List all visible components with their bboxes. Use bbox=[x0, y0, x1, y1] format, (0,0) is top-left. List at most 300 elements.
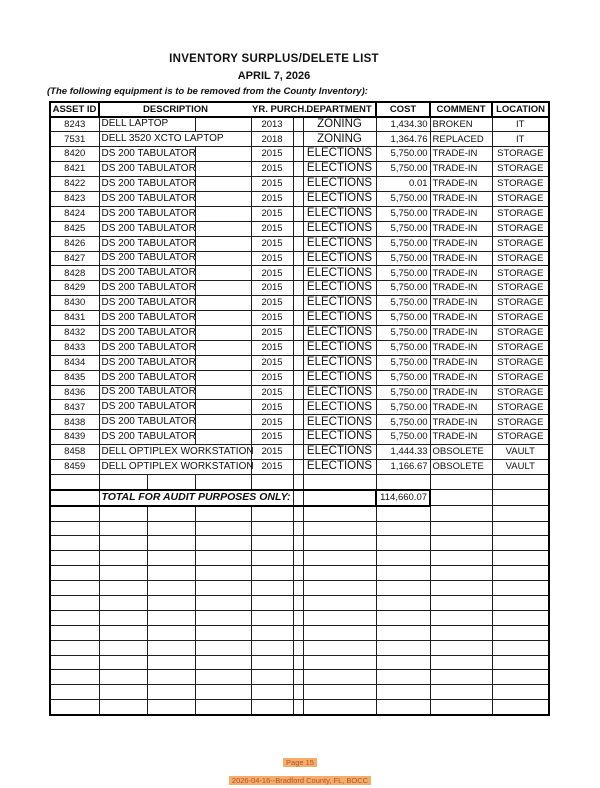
empty-cell bbox=[195, 325, 251, 340]
empty-cell bbox=[251, 670, 293, 685]
table-row bbox=[50, 251, 549, 266]
empty-cell bbox=[293, 610, 303, 625]
empty-cell bbox=[99, 566, 147, 581]
empty-cell bbox=[195, 430, 251, 445]
spacer-cell bbox=[293, 206, 303, 221]
empty-cell bbox=[195, 566, 251, 581]
empty-cell bbox=[50, 506, 99, 521]
column-header-asset-id: ASSET ID bbox=[50, 102, 99, 117]
cost-cell: 1,434.30 bbox=[376, 117, 430, 132]
empty-cell bbox=[251, 640, 293, 655]
location-cell: IT bbox=[492, 117, 549, 132]
description-cell: DS 200 TABULATOR bbox=[99, 191, 195, 206]
empty-cell bbox=[50, 551, 99, 566]
department-cell: ELECTIONS bbox=[303, 206, 376, 221]
empty-cell bbox=[492, 506, 549, 521]
empty-cell bbox=[195, 236, 251, 251]
empty-cell bbox=[492, 640, 549, 655]
empty-cell bbox=[251, 506, 293, 521]
empty-cell bbox=[430, 700, 492, 715]
year-purchased-cell: 2015 bbox=[251, 266, 293, 281]
empty-cell bbox=[50, 685, 99, 700]
empty-cell bbox=[376, 596, 430, 611]
location-cell: STORAGE bbox=[492, 162, 549, 177]
asset-id-cell: 8428 bbox=[50, 266, 99, 281]
department-cell: ELECTIONS bbox=[303, 340, 376, 355]
empty-cell bbox=[430, 551, 492, 566]
empty-cell bbox=[147, 670, 195, 685]
comment-cell: TRADE-IN bbox=[430, 296, 492, 311]
year-purchased-cell: 2015 bbox=[251, 221, 293, 236]
empty-row bbox=[50, 596, 549, 611]
department-cell: ELECTIONS bbox=[303, 147, 376, 162]
empty-cell bbox=[492, 670, 549, 685]
page-title: INVENTORY SURPLUS/DELETE LIST bbox=[169, 53, 379, 65]
spacer-cell bbox=[293, 445, 303, 460]
table-row bbox=[50, 355, 549, 370]
location-cell: STORAGE bbox=[492, 177, 549, 192]
empty-cell bbox=[376, 670, 430, 685]
empty-cell bbox=[293, 625, 303, 640]
comment-cell: TRADE-IN bbox=[430, 206, 492, 221]
column-header-cost: COST bbox=[376, 102, 430, 117]
empty-row bbox=[50, 700, 549, 715]
empty-cell bbox=[376, 610, 430, 625]
table-row bbox=[50, 445, 549, 460]
location-cell: STORAGE bbox=[492, 191, 549, 206]
location-cell: IT bbox=[492, 132, 549, 147]
empty-cell bbox=[376, 700, 430, 715]
column-header-location: LOCATION bbox=[492, 102, 549, 117]
empty-cell bbox=[195, 655, 251, 670]
year-purchased-cell: 2015 bbox=[251, 445, 293, 460]
description-cell: DS 200 TABULATOR bbox=[99, 430, 195, 445]
department-cell: ELECTIONS bbox=[303, 281, 376, 296]
location-cell: STORAGE bbox=[492, 385, 549, 400]
spacer-cell bbox=[293, 117, 303, 132]
asset-id-cell: 8424 bbox=[50, 206, 99, 221]
empty-cell bbox=[99, 625, 147, 640]
year-purchased-cell: 2015 bbox=[251, 206, 293, 221]
asset-id-cell: 8422 bbox=[50, 177, 99, 192]
empty-cell bbox=[293, 685, 303, 700]
location-cell: STORAGE bbox=[492, 206, 549, 221]
empty-cell bbox=[195, 311, 251, 326]
empty-cell bbox=[430, 506, 492, 521]
comment-cell: TRADE-IN bbox=[430, 415, 492, 430]
cost-cell: 5,750.00 bbox=[376, 251, 430, 266]
year-purchased-cell: 2015 bbox=[251, 281, 293, 296]
location-cell: VAULT bbox=[492, 445, 549, 460]
asset-id-cell: 7531 bbox=[50, 132, 99, 147]
empty-cell bbox=[147, 536, 195, 551]
page-footer bbox=[0, 752, 600, 788]
empty-cell bbox=[492, 685, 549, 700]
empty-cell bbox=[251, 581, 293, 596]
department-cell: ELECTIONS bbox=[303, 385, 376, 400]
empty-cell bbox=[430, 685, 492, 700]
empty-cell bbox=[430, 474, 492, 489]
table-row bbox=[50, 311, 549, 326]
empty-cell bbox=[430, 581, 492, 596]
asset-id-cell: 8432 bbox=[50, 325, 99, 340]
asset-id-cell: 8435 bbox=[50, 370, 99, 385]
empty-cell bbox=[430, 640, 492, 655]
department-cell: ELECTIONS bbox=[303, 177, 376, 192]
table-row bbox=[50, 177, 549, 192]
asset-id-cell: 8426 bbox=[50, 236, 99, 251]
empty-cell bbox=[195, 474, 251, 489]
empty-cell bbox=[195, 147, 251, 162]
empty-cell bbox=[195, 596, 251, 611]
department-cell: ZONING bbox=[303, 132, 376, 147]
cost-cell: 5,750.00 bbox=[376, 355, 430, 370]
empty-cell bbox=[99, 670, 147, 685]
description-cell: DS 200 TABULATOR bbox=[99, 370, 195, 385]
location-cell: VAULT bbox=[492, 459, 549, 474]
spacer-cell bbox=[293, 370, 303, 385]
empty-cell bbox=[303, 536, 376, 551]
department-cell: ELECTIONS bbox=[303, 221, 376, 236]
year-purchased-cell: 2013 bbox=[251, 117, 293, 132]
description-cell: DS 200 TABULATOR bbox=[99, 206, 195, 221]
location-cell: STORAGE bbox=[492, 415, 549, 430]
cost-cell: 5,750.00 bbox=[376, 281, 430, 296]
empty-cell bbox=[50, 625, 99, 640]
empty-cell bbox=[376, 640, 430, 655]
empty-cell bbox=[99, 655, 147, 670]
year-purchased-cell: 2015 bbox=[251, 311, 293, 326]
year-purchased-cell: 2018 bbox=[251, 132, 293, 147]
cost-cell: 5,750.00 bbox=[376, 370, 430, 385]
comment-cell: TRADE-IN bbox=[430, 251, 492, 266]
table-row bbox=[50, 147, 549, 162]
empty-cell bbox=[303, 625, 376, 640]
asset-id-cell: 8433 bbox=[50, 340, 99, 355]
description-cell: DS 200 TABULATOR bbox=[99, 385, 195, 400]
empty-cell bbox=[303, 685, 376, 700]
empty-cell bbox=[195, 521, 251, 536]
department-cell: ELECTIONS bbox=[303, 459, 376, 474]
comment-cell: TRADE-IN bbox=[430, 370, 492, 385]
empty-cell bbox=[251, 536, 293, 551]
empty-cell bbox=[430, 596, 492, 611]
empty-cell bbox=[251, 625, 293, 640]
empty-cell bbox=[99, 581, 147, 596]
empty-cell bbox=[195, 415, 251, 430]
empty-cell bbox=[251, 700, 293, 715]
asset-id-cell: 8439 bbox=[50, 430, 99, 445]
comment-cell: BROKEN bbox=[430, 117, 492, 132]
empty-cell bbox=[147, 521, 195, 536]
empty-cell bbox=[251, 596, 293, 611]
inventory-table bbox=[49, 101, 550, 716]
empty-row bbox=[50, 581, 549, 596]
description-cell: DS 200 TABULATOR bbox=[99, 221, 195, 236]
spacer-cell bbox=[293, 355, 303, 370]
year-purchased-cell: 2015 bbox=[251, 236, 293, 251]
year-purchased-cell: 2015 bbox=[251, 147, 293, 162]
department-cell: ELECTIONS bbox=[303, 430, 376, 445]
spacer-cell bbox=[293, 177, 303, 192]
spacer-cell bbox=[293, 266, 303, 281]
empty-cell bbox=[99, 685, 147, 700]
spacer-cell bbox=[293, 325, 303, 340]
total-label-cell: TOTAL FOR AUDIT PURPOSES ONLY: bbox=[99, 490, 293, 506]
location-cell: STORAGE bbox=[492, 325, 549, 340]
empty-cell bbox=[147, 581, 195, 596]
empty-cell bbox=[376, 506, 430, 521]
cost-cell: 5,750.00 bbox=[376, 296, 430, 311]
empty-cell bbox=[195, 191, 251, 206]
empty-cell bbox=[195, 355, 251, 370]
empty-cell bbox=[50, 521, 99, 536]
comment-cell: TRADE-IN bbox=[430, 191, 492, 206]
location-cell: STORAGE bbox=[492, 355, 549, 370]
cost-cell: 0.01 bbox=[376, 177, 430, 192]
cost-cell: 5,750.00 bbox=[376, 325, 430, 340]
empty-cell bbox=[195, 536, 251, 551]
empty-cell bbox=[195, 700, 251, 715]
empty-cell bbox=[293, 581, 303, 596]
empty-cell bbox=[195, 625, 251, 640]
column-header-description: DESCRIPTION bbox=[99, 102, 251, 117]
location-cell: STORAGE bbox=[492, 340, 549, 355]
empty-cell bbox=[303, 596, 376, 611]
comment-cell: TRADE-IN bbox=[430, 266, 492, 281]
asset-id-cell: 8431 bbox=[50, 311, 99, 326]
description-cell: DELL OPTIPLEX WORKSTATION bbox=[99, 445, 251, 460]
empty-cell bbox=[303, 700, 376, 715]
description-cell: DS 200 TABULATOR bbox=[99, 266, 195, 281]
table-row bbox=[50, 430, 549, 445]
column-header-comment: COMMENT bbox=[430, 102, 492, 117]
empty-cell bbox=[293, 506, 303, 521]
year-purchased-cell: 2015 bbox=[251, 325, 293, 340]
empty-cell bbox=[430, 655, 492, 670]
empty-cell bbox=[430, 490, 492, 506]
empty-cell bbox=[50, 610, 99, 625]
spacer-cell bbox=[293, 281, 303, 296]
spacer-cell bbox=[293, 415, 303, 430]
department-cell: ELECTIONS bbox=[303, 445, 376, 460]
table-row bbox=[50, 162, 549, 177]
description-cell: DS 200 TABULATOR bbox=[99, 162, 195, 177]
empty-cell bbox=[430, 670, 492, 685]
year-purchased-cell: 2015 bbox=[251, 177, 293, 192]
department-cell: ELECTIONS bbox=[303, 266, 376, 281]
table-row bbox=[50, 400, 549, 415]
asset-id-cell: 8438 bbox=[50, 415, 99, 430]
spacer-cell bbox=[293, 340, 303, 355]
location-cell: STORAGE bbox=[492, 236, 549, 251]
empty-cell bbox=[50, 581, 99, 596]
empty-row bbox=[50, 670, 549, 685]
empty-cell bbox=[195, 670, 251, 685]
spacer-cell bbox=[293, 430, 303, 445]
empty-cell bbox=[293, 655, 303, 670]
spacer-cell bbox=[293, 132, 303, 147]
location-cell: STORAGE bbox=[492, 147, 549, 162]
empty-cell bbox=[430, 566, 492, 581]
table-row bbox=[50, 325, 549, 340]
table-row bbox=[50, 266, 549, 281]
table-row bbox=[50, 415, 549, 430]
table-row bbox=[50, 132, 549, 147]
empty-row bbox=[50, 551, 549, 566]
empty-cell bbox=[195, 206, 251, 221]
empty-cell bbox=[50, 536, 99, 551]
year-purchased-cell: 2015 bbox=[251, 415, 293, 430]
total-cost-cell: 114,660.07 bbox=[376, 490, 430, 506]
table-row bbox=[50, 296, 549, 311]
comment-cell: TRADE-IN bbox=[430, 430, 492, 445]
empty-cell bbox=[492, 625, 549, 640]
asset-id-cell: 8421 bbox=[50, 162, 99, 177]
description-cell: DS 200 TABULATOR bbox=[99, 325, 195, 340]
empty-cell bbox=[195, 340, 251, 355]
empty-cell bbox=[195, 221, 251, 236]
description-cell: DS 200 TABULATOR bbox=[99, 340, 195, 355]
asset-id-cell: 8434 bbox=[50, 355, 99, 370]
empty-cell bbox=[195, 162, 251, 177]
asset-id-cell: 8459 bbox=[50, 459, 99, 474]
cost-cell: 5,750.00 bbox=[376, 236, 430, 251]
empty-cell bbox=[251, 566, 293, 581]
empty-cell bbox=[147, 566, 195, 581]
empty-cell bbox=[99, 474, 147, 489]
total-row bbox=[50, 490, 549, 506]
year-purchased-cell: 2015 bbox=[251, 459, 293, 474]
comment-cell: OBSOLETE bbox=[430, 445, 492, 460]
empty-cell bbox=[492, 474, 549, 489]
cost-cell: 1,166.67 bbox=[376, 459, 430, 474]
empty-cell bbox=[195, 251, 251, 266]
description-cell: DS 200 TABULATOR bbox=[99, 177, 195, 192]
empty-cell bbox=[430, 521, 492, 536]
empty-cell bbox=[251, 655, 293, 670]
spacer-cell bbox=[293, 296, 303, 311]
department-cell: ELECTIONS bbox=[303, 355, 376, 370]
empty-row bbox=[50, 610, 549, 625]
description-cell: DS 200 TABULATOR bbox=[99, 296, 195, 311]
empty-cell bbox=[492, 566, 549, 581]
empty-cell bbox=[376, 655, 430, 670]
empty-cell bbox=[50, 700, 99, 715]
asset-id-cell: 8437 bbox=[50, 400, 99, 415]
empty-cell bbox=[303, 551, 376, 566]
empty-row bbox=[50, 506, 549, 521]
location-cell: STORAGE bbox=[492, 430, 549, 445]
empty-cell bbox=[195, 281, 251, 296]
location-cell: STORAGE bbox=[492, 251, 549, 266]
table-row bbox=[50, 385, 549, 400]
empty-cell bbox=[147, 625, 195, 640]
empty-cell bbox=[50, 474, 99, 489]
department-cell: ELECTIONS bbox=[303, 325, 376, 340]
empty-cell bbox=[251, 474, 293, 489]
empty-cell bbox=[99, 596, 147, 611]
empty-cell bbox=[303, 640, 376, 655]
empty-cell bbox=[492, 536, 549, 551]
column-header-yr-purch: YR. PURCH. bbox=[252, 103, 307, 115]
empty-cell bbox=[195, 266, 251, 281]
empty-cell bbox=[99, 700, 147, 715]
empty-cell bbox=[376, 536, 430, 551]
empty-cell bbox=[195, 685, 251, 700]
empty-cell bbox=[303, 655, 376, 670]
footer-doc-label: 2026-04-16--Bradford County, FL, BOCC bbox=[229, 776, 371, 785]
empty-cell bbox=[293, 521, 303, 536]
empty-cell bbox=[99, 536, 147, 551]
empty-cell bbox=[430, 610, 492, 625]
empty-cell bbox=[99, 551, 147, 566]
empty-cell bbox=[50, 596, 99, 611]
empty-cell bbox=[251, 685, 293, 700]
department-cell: ELECTIONS bbox=[303, 191, 376, 206]
asset-id-cell: 8427 bbox=[50, 251, 99, 266]
department-cell: ELECTIONS bbox=[303, 236, 376, 251]
empty-cell bbox=[303, 506, 376, 521]
empty-cell bbox=[147, 640, 195, 655]
asset-id-cell: 8420 bbox=[50, 147, 99, 162]
spacer-cell bbox=[293, 236, 303, 251]
description-cell: DS 200 TABULATOR bbox=[99, 251, 195, 266]
empty-cell bbox=[303, 521, 376, 536]
spacer-cell bbox=[293, 251, 303, 266]
empty-cell bbox=[293, 551, 303, 566]
empty-cell bbox=[303, 610, 376, 625]
comment-cell: TRADE-IN bbox=[430, 325, 492, 340]
location-cell: STORAGE bbox=[492, 296, 549, 311]
empty-cell bbox=[376, 474, 430, 489]
cost-cell: 5,750.00 bbox=[376, 415, 430, 430]
empty-cell bbox=[147, 551, 195, 566]
department-cell: ZONING bbox=[303, 117, 376, 132]
spacer-cell bbox=[293, 147, 303, 162]
comment-cell: TRADE-IN bbox=[430, 311, 492, 326]
empty-cell bbox=[293, 640, 303, 655]
empty-cell bbox=[195, 610, 251, 625]
empty-cell bbox=[303, 581, 376, 596]
comment-cell: REPLACED bbox=[430, 132, 492, 147]
table-row bbox=[50, 191, 549, 206]
spacer-cell bbox=[293, 459, 303, 474]
description-cell: DELL 3520 XCTO LAPTOP bbox=[99, 132, 251, 147]
empty-cell bbox=[492, 655, 549, 670]
cost-cell: 1,444.33 bbox=[376, 445, 430, 460]
year-purchased-cell: 2015 bbox=[251, 251, 293, 266]
year-purchased-cell: 2015 bbox=[251, 370, 293, 385]
asset-id-cell: 8243 bbox=[50, 117, 99, 132]
cost-cell: 5,750.00 bbox=[376, 147, 430, 162]
empty-cell bbox=[195, 177, 251, 192]
empty-cell bbox=[492, 521, 549, 536]
empty-cell bbox=[50, 670, 99, 685]
cost-cell: 1,364.76 bbox=[376, 132, 430, 147]
empty-cell bbox=[251, 521, 293, 536]
empty-cell bbox=[492, 490, 549, 506]
description-cell: DELL OPTIPLEX WORKSTATION bbox=[99, 459, 251, 474]
table-row bbox=[50, 281, 549, 296]
spacer-cell bbox=[293, 191, 303, 206]
year-purchased-cell: 2015 bbox=[251, 340, 293, 355]
comment-cell: TRADE-IN bbox=[430, 236, 492, 251]
location-cell: STORAGE bbox=[492, 266, 549, 281]
empty-cell bbox=[147, 474, 195, 489]
asset-id-cell: 8425 bbox=[50, 221, 99, 236]
empty-cell bbox=[147, 610, 195, 625]
